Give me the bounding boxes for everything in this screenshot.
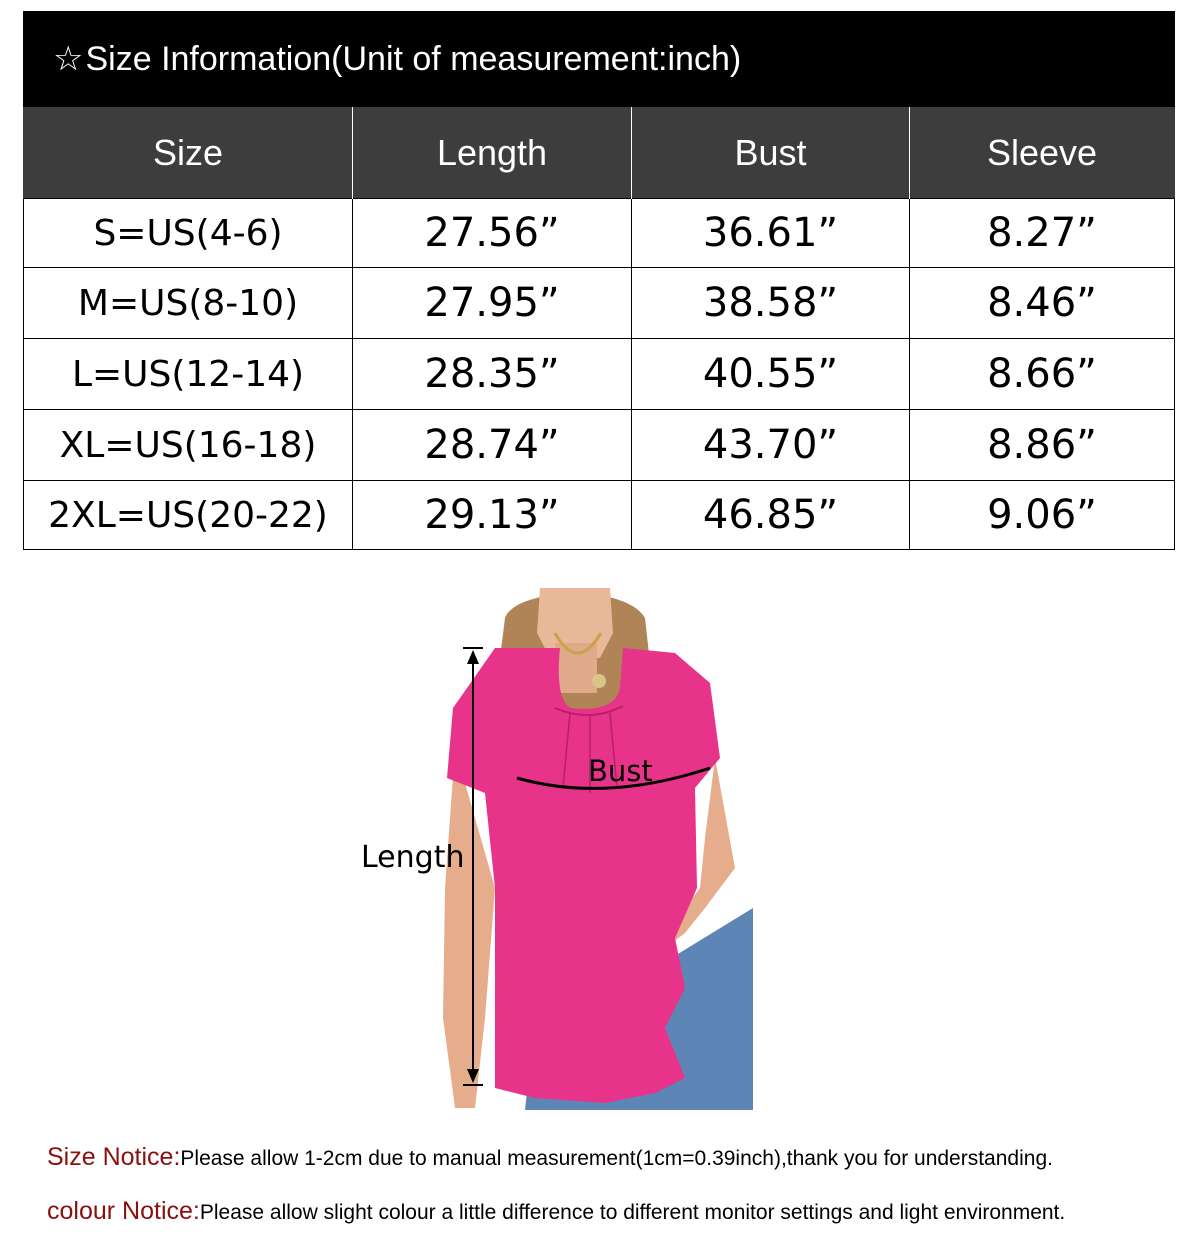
- pendant-shape: [592, 674, 606, 688]
- length-cell: 28.35”: [353, 339, 632, 410]
- bust-cell: 38.58”: [632, 268, 910, 339]
- size-cell: XL=US(16-18): [24, 410, 353, 481]
- length-cell: 27.95”: [353, 268, 632, 339]
- neck-shape: [555, 643, 597, 693]
- table-row: [24, 339, 1175, 410]
- size-cell: M=US(8-10): [24, 268, 353, 339]
- bust-label: Bust: [588, 754, 653, 788]
- sleeve-cell: 8.66”: [910, 339, 1175, 410]
- table-header-row: [24, 107, 1175, 199]
- length-cell: 28.74”: [353, 410, 632, 481]
- colour-notice-text: Please allow slight colour a little difference to different monitor settings and light environment.: [199, 1201, 1066, 1224]
- table-row: [24, 410, 1175, 481]
- bust-cell: 36.61”: [632, 199, 910, 268]
- header-length: Length: [353, 107, 632, 199]
- colour-notice-label: colour Notice:: [47, 1197, 200, 1225]
- size-cell: S=US(4-6): [24, 199, 353, 268]
- table-row: [24, 199, 1175, 268]
- sleeve-cell: 8.27”: [910, 199, 1175, 268]
- bust-cell: 46.85”: [632, 481, 910, 550]
- size-cell: 2XL=US(20-22): [24, 481, 353, 550]
- size-info-title-bar: [23, 11, 1175, 107]
- length-label: Length: [361, 840, 465, 875]
- header-size: Size: [24, 107, 353, 199]
- bust-cell: 40.55”: [632, 339, 910, 410]
- table-row: [24, 268, 1175, 339]
- header-bust: Bust: [632, 107, 910, 199]
- size-info-title: Size Information(Unit of measurement:inch): [85, 39, 742, 78]
- colour-notice: [47, 1197, 1065, 1226]
- length-cell: 29.13”: [353, 481, 632, 550]
- size-notice-text: Please allow 1-2cm due to manual measurement(1cm=0.39inch),thank you for understanding.: [180, 1147, 1053, 1170]
- sleeve-cell: 9.06”: [910, 481, 1175, 550]
- size-notice-label: Size Notice:: [47, 1143, 181, 1171]
- size-table: [23, 107, 1175, 550]
- bust-cell: 43.70”: [632, 410, 910, 481]
- header-sleeve: Sleeve: [910, 107, 1175, 199]
- size-notice: [47, 1143, 1053, 1172]
- sleeve-cell: 8.86”: [910, 410, 1175, 481]
- table-row: [24, 481, 1175, 550]
- length-cell: 27.56”: [353, 199, 632, 268]
- star-icon: ☆: [53, 39, 84, 79]
- size-cell: L=US(12-14): [24, 339, 353, 410]
- sleeve-cell: 8.46”: [910, 268, 1175, 339]
